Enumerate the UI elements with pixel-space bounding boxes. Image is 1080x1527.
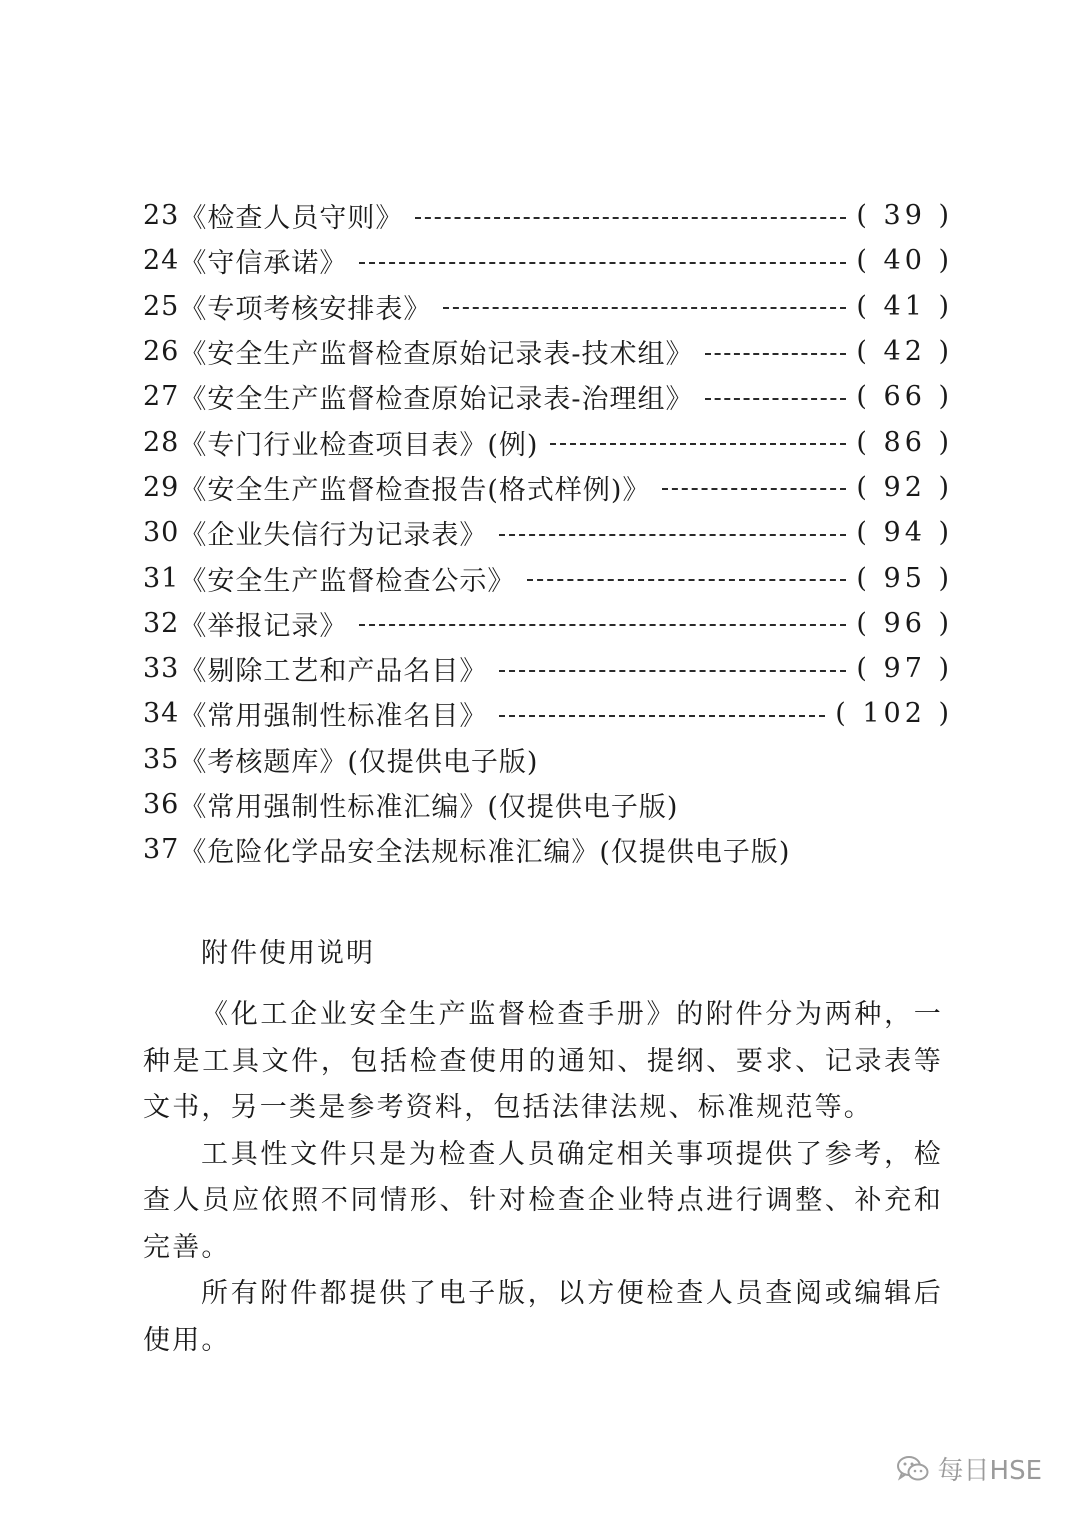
toc-entry-number: 24	[143, 245, 180, 277]
toc-entry-number: 36	[143, 789, 180, 820]
toc-entry-number: 25	[143, 290, 180, 322]
toc-leader	[705, 398, 846, 400]
toc-entry-title: 《专门行业检查项目表》(例)	[179, 429, 539, 461]
watermark-label: 每日HSE	[937, 1456, 1042, 1486]
toc-entry-number: 32	[143, 607, 180, 639]
toc-leader	[499, 715, 825, 717]
toc-entry-page: ( 102 )	[835, 698, 953, 730]
toc-leader	[662, 488, 846, 490]
toc-leader	[527, 579, 846, 581]
toc-entry-title: 《企业失信行为记录表》	[179, 520, 488, 552]
toc-entry	[143, 374, 953, 419]
wechat-icon	[896, 1454, 930, 1484]
toc-entry	[143, 510, 953, 555]
toc-entry	[143, 419, 953, 464]
toc-entry	[143, 284, 953, 329]
toc-entry	[143, 465, 953, 510]
toc-entry-title: 《安全生产监督检查原始记录表-治理组》	[179, 384, 694, 416]
toc-entry-title: 《常用强制性标准汇编》(仅提供电子版)	[179, 792, 679, 823]
watermark	[896, 1450, 1042, 1487]
attachment-notes	[143, 930, 943, 1364]
notes-title: 附件使用说明	[201, 938, 375, 969]
toc-entry-number: 23	[143, 200, 180, 232]
toc-entry-page: ( 40 )	[856, 245, 953, 277]
toc-entry-title: 《危险化学品安全法规标准汇编》(仅提供电子版)	[179, 837, 791, 869]
toc-entry	[143, 238, 953, 283]
toc-leader	[359, 624, 846, 626]
toc-entry-number: 33	[143, 653, 180, 685]
toc-leader	[443, 307, 846, 309]
toc-entry-title: 《安全生产监督检查报告(格式样例)》	[179, 474, 651, 506]
toc-entry-number: 27	[143, 381, 180, 413]
toc-entry-page: ( 92 )	[856, 471, 953, 503]
toc-entry-title: 《考核题库》(仅提供电子版)	[179, 746, 539, 778]
toc-entry-title: 《专项考核安排表》	[179, 293, 432, 325]
toc-leader	[359, 262, 846, 264]
toc-entry-title: 《剔除工艺和产品名目》	[179, 656, 488, 688]
toc-entry-page: ( 96 )	[856, 607, 953, 639]
toc-entry-page: ( 97 )	[856, 653, 953, 685]
toc-entry-number: 29	[143, 471, 180, 503]
toc-entry	[143, 329, 953, 374]
toc-entry	[143, 782, 953, 827]
toc-entry-number: 26	[143, 336, 180, 368]
toc-entry-title: 《检查人员守则》	[179, 203, 404, 235]
toc-entry-title: 《守信承诺》	[179, 248, 348, 280]
toc-entry-title: 《安全生产监督检查公示》	[179, 565, 516, 597]
toc-entry-number: 28	[143, 426, 180, 458]
toc-entry	[143, 601, 953, 646]
toc-leader	[415, 217, 846, 219]
toc-entry-title: 《安全生产监督检查原始记录表-技术组》	[179, 339, 694, 371]
toc-leader	[499, 670, 846, 672]
toc-leader	[550, 443, 846, 445]
toc-entry-page: ( 41 )	[856, 290, 953, 322]
toc-entry-title: 《常用强制性标准名目》	[179, 701, 488, 733]
table-of-contents	[143, 193, 953, 872]
notes-paragraph: 所有附件都提供了电子版，以方便检查人员查阅或编辑后使用。	[143, 1278, 943, 1356]
toc-entry-page: ( 66 )	[856, 381, 953, 413]
toc-entry-number: 30	[143, 517, 180, 549]
toc-entry	[143, 691, 953, 736]
toc-entry-page: ( 86 )	[856, 426, 953, 458]
toc-entry	[143, 193, 953, 238]
toc-entry	[143, 827, 953, 872]
toc-entry-number: 35	[143, 743, 180, 775]
toc-entry-page: ( 94 )	[856, 517, 953, 549]
toc-entry	[143, 737, 953, 782]
toc-entry-title: 《举报记录》	[179, 610, 348, 642]
notes-paragraph: 《化工企业安全生产监督检查手册》的附件分为两种，一种是工具文件，包括检查使用的通知、提纲、要求、记录表等文书，另一类是参考资料，包括法律法规、标准规范等。	[143, 999, 943, 1123]
toc-entry-page: ( 95 )	[856, 562, 953, 594]
toc-entry-page: ( 39 )	[856, 200, 953, 232]
toc-entry	[143, 555, 953, 600]
toc-entry-number: 34	[143, 698, 180, 730]
toc-leader	[705, 353, 846, 355]
toc-entry-number: 37	[143, 834, 180, 866]
toc-entry	[143, 646, 953, 691]
toc-leader	[499, 534, 846, 536]
toc-entry-number: 31	[143, 562, 180, 594]
notes-paragraph: 工具性文件只是为检查人员确定相关事项提供了参考，检查人员应依照不同情形、针对检查企业特点进行调整、补充和完善。	[143, 1138, 943, 1263]
toc-entry-page: ( 42 )	[856, 336, 953, 368]
